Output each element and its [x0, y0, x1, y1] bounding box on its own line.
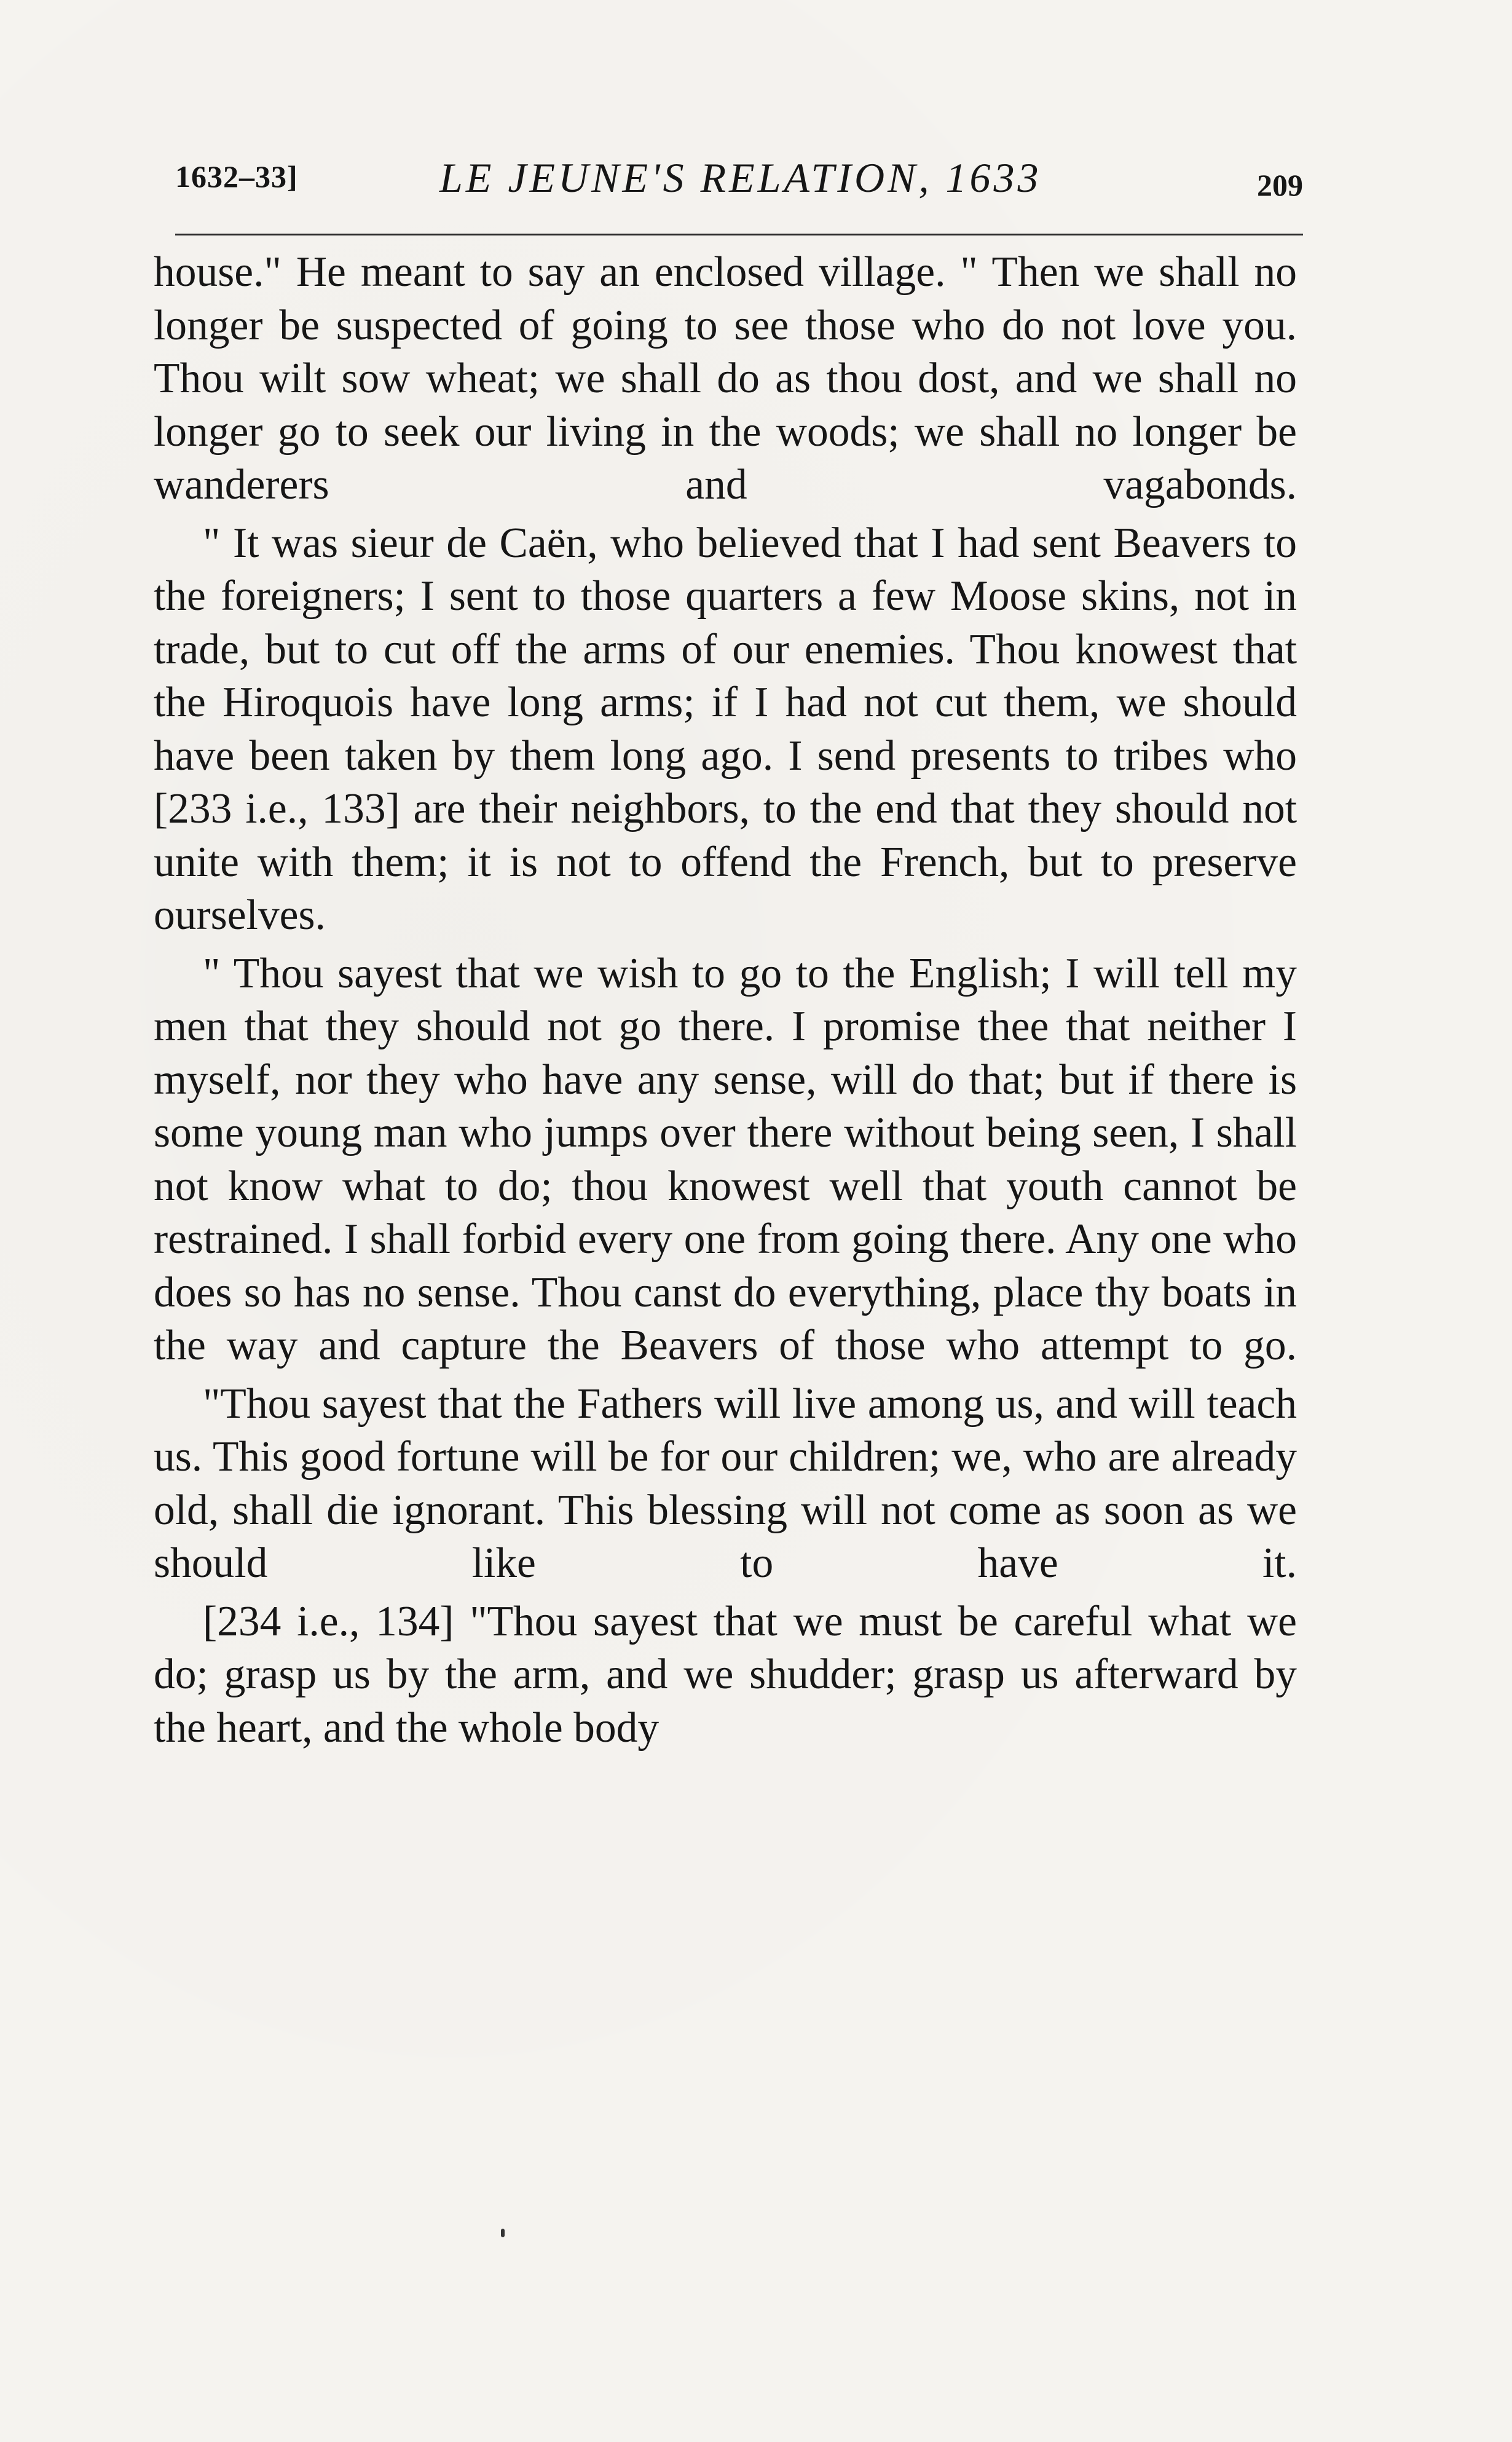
running-head-years: 1632–33] [175, 159, 298, 194]
body-text [154, 246, 1297, 1760]
running-head-title: LE JEUNE'S RELATION, 1633 [439, 154, 1042, 201]
paragraph-5: [234 i.e., 134] "Thou sayest that we must be careful what we do; grasp us by the arm, and we shudder; grasp us afterward by the heart, and the whole body [154, 1597, 1297, 1752]
paragraph-2: " It was sieur de Caën, who believed that I had sent Beavers to the foreigners; I sent to those quarters a few Moose skins, not in trade, but to cut off the arms of our enemies. Thou knowest that the Hiroquois have long arms; if I had not cut them, we should have been taken by them long ago. I send presents to tribes who [233 i.e., 133] are their neighbors, to the end that they should not unite with them; it is not to offend the French, but to preserve ourselves. [154, 519, 1297, 939]
ink-speck [501, 2229, 505, 2237]
header-rule [175, 234, 1303, 235]
running-head [175, 154, 1303, 209]
paragraph-4: "Thou sayest that the Fathers will live among us, and will teach us. This good fortune will be for our children; we, who are already old, shall die ignorant. This blessing will not come as soon as we should like to have it. [154, 1380, 1297, 1587]
paragraph-1: house." He meant to say an enclosed village. " Then we shall no longer be suspected of going to see those who do not love you. Thou wilt sow wheat; we shall do as thou dost, and we shall no longer go to seek our living in the woods; we shall no longer be wanderers and vagabonds. [154, 248, 1297, 508]
paragraph-3: " Thou sayest that we wish to go to the English; I will tell my men that they should not go there. I promise thee that neither I myself, nor they who have any sense, will do that; but if there is some young man who jumps over there without being seen, I shall not know what to do; thou knowest well that youth cannot be restrained. I shall forbid every one from going there. Any one who does so has no sense. Thou canst do everything, place thy boats in the way and capture the Beavers of those who attempt to go. [154, 949, 1297, 1369]
page-number: 209 [1257, 168, 1303, 202]
